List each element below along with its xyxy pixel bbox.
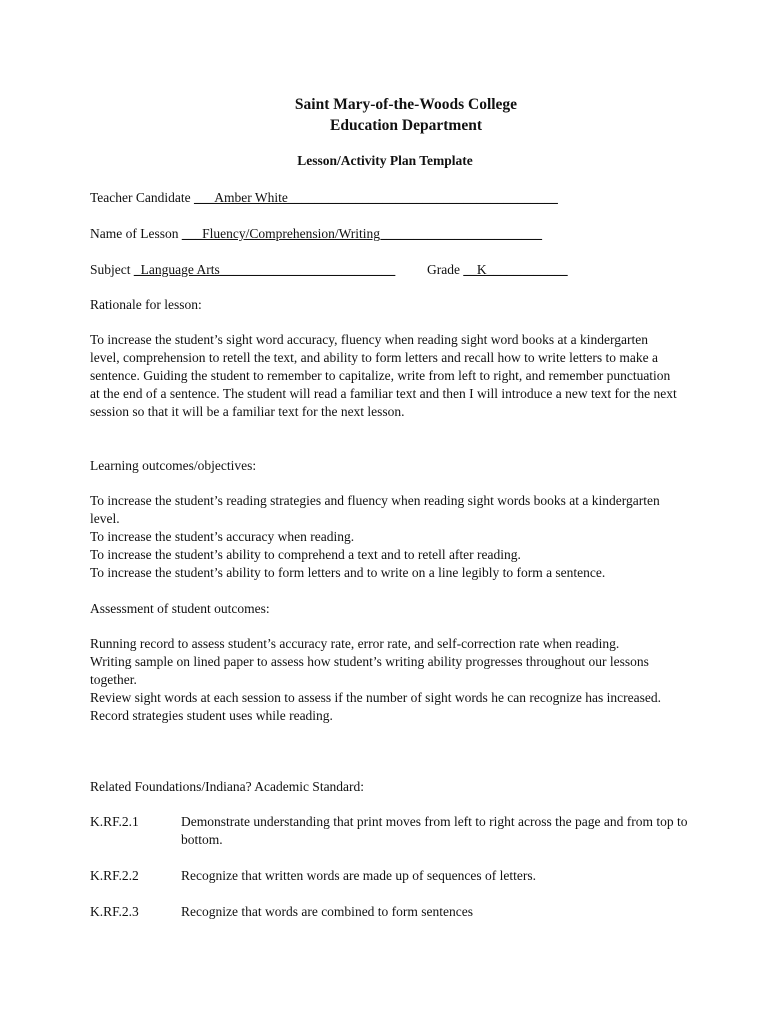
lesson-name-value: ___Fluency/Comprehension/Writing________________________: [181, 226, 543, 241]
standard-code: K.RF.2.2: [90, 868, 139, 883]
standard-text: Recognize that written words are made up of sequences of letters.: [181, 868, 536, 883]
standard-code: K.RF.2.3: [90, 904, 139, 919]
list-item: To increase the student’s accuracy when reading.: [90, 528, 355, 544]
grade-value: __K____________: [463, 262, 568, 277]
objectives-heading: Learning outcomes/objectives:: [90, 458, 257, 473]
teacher-candidate-value: ___Amber White________________________________________: [194, 190, 558, 205]
list-item: Writing sample on lined paper to assess how student’s writing ability progresses throughout our lessons together.: [90, 653, 649, 687]
standard-text: Demonstrate understanding that print moves from left to right across the page and from top to bottom.: [181, 814, 688, 847]
grade-field: [427, 261, 568, 279]
standard-code: K.RF.2.1: [90, 814, 139, 829]
teacher-candidate-field: [90, 189, 558, 207]
subject-field: [90, 261, 395, 279]
department-name: Education Department: [330, 117, 482, 134]
list-item: To increase the student’s ability to form letters and to write on a line legibly to form a sentence.: [90, 564, 606, 580]
assessment-heading: Assessment of student outcomes:: [90, 601, 270, 616]
list-item: To increase the student’s reading strategies and fluency when reading sight words books at a kindergarten level.: [90, 493, 660, 526]
template-title: Lesson/Activity Plan Template: [297, 153, 473, 168]
objectives-list: [90, 492, 680, 582]
standard-text: Recognize that words are combined to form sentences: [181, 904, 474, 919]
lesson-name-field: [90, 225, 542, 243]
teacher-candidate-label: Teacher Candidate: [90, 190, 191, 205]
list-item: Review sight words at each session to assess if the number of sight words he can recognize has increased.: [90, 689, 661, 705]
rationale-text: To increase the student’s sight word accuracy, fluency when reading sight word books at a kindergarten level, comprehension to retell the text, and ability to form letters and recall how to write letters to make a sentence. Guiding the student to remember to capitalize, write from left to right, and remember punctuation at the end of a sentence. The student will read a familiar text and then I will introduce a new text for the next session so that it will be a familiar text for the next lesson.: [90, 332, 677, 419]
grade-label: Grade: [427, 262, 460, 277]
rationale-heading: Rationale for lesson:: [90, 297, 202, 312]
list-item: To increase the student’s ability to comprehend a text and to retell after reading.: [90, 546, 521, 562]
lesson-name-label: Name of Lesson: [90, 226, 179, 241]
college-name: Saint Mary-of-the-Woods College: [294, 96, 518, 113]
list-item: Running record to assess student’s accuracy rate, error rate, and self-correction rate when reading.: [90, 636, 620, 651]
subject-value: _Language Arts__________________________: [133, 262, 396, 277]
subject-label: Subject: [90, 262, 131, 277]
assessment-list: [90, 635, 675, 725]
list-item: Record strategies student uses while reading.: [90, 707, 333, 723]
standards-heading: Related Foundations/Indiana? Academic Standard:: [90, 779, 365, 794]
